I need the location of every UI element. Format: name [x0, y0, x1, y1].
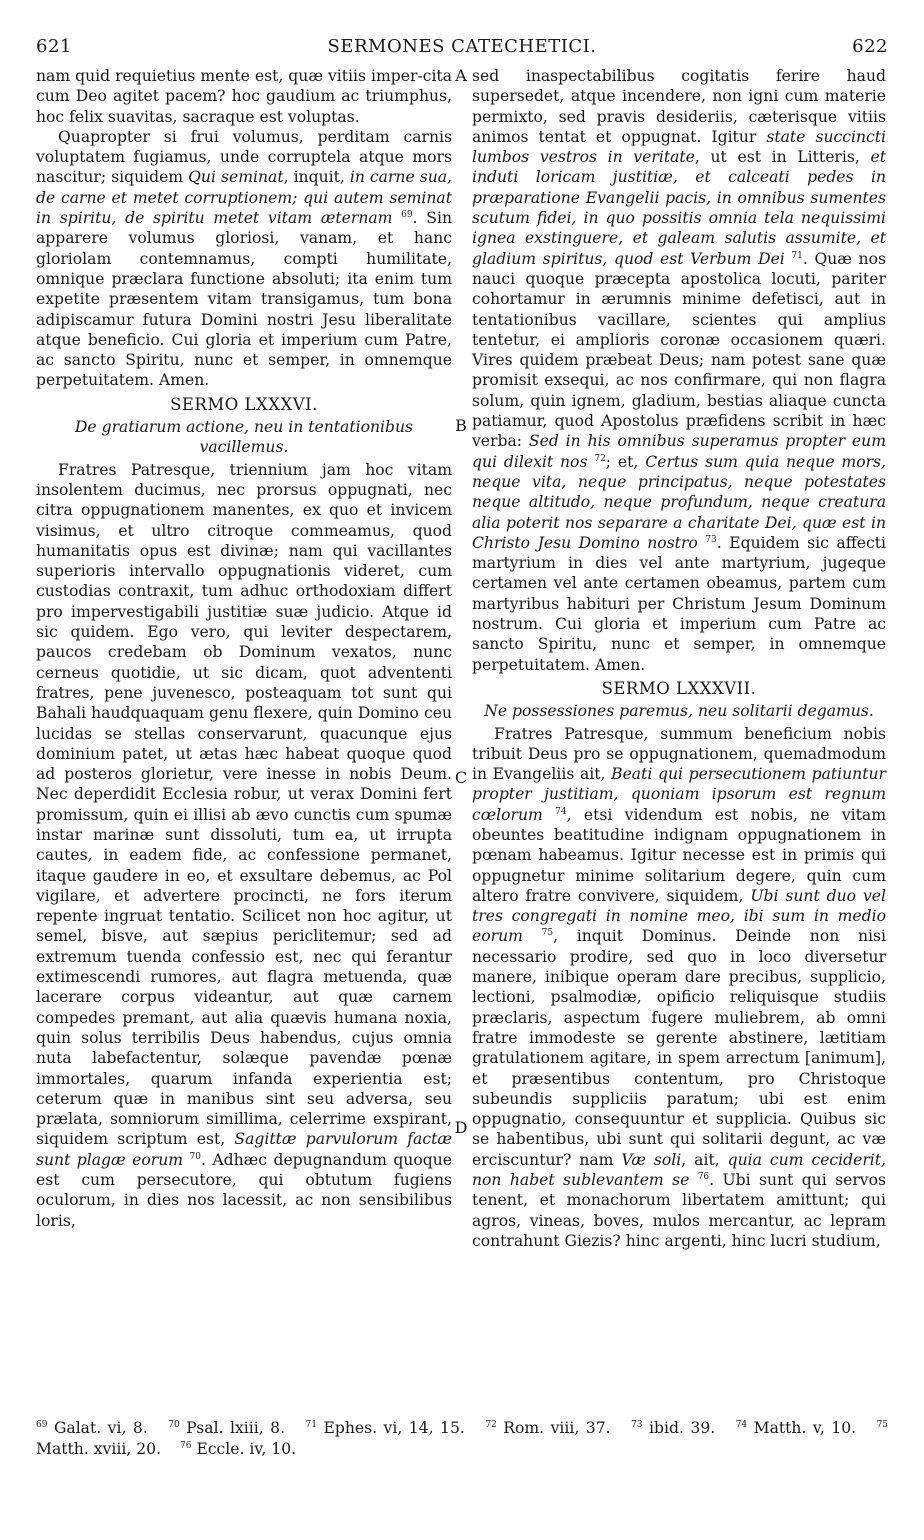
margin-marker-d: D: [454, 1118, 468, 1137]
paragraph: nam quid requietius mente est, quæ vitiis imper-cita cum Deo agitet pacem? hoc gaudium ac triumphus, hoc felix suavitas, sacraque est voluptas.: [36, 67, 452, 126]
footnote-ref: 75: [541, 928, 554, 939]
footnote: $^{73}$ ibid. 39.: [631, 1419, 716, 1437]
page-number-left: 621: [36, 36, 72, 57]
footnote-ref: 76: [697, 1172, 710, 1183]
footnote-ref: 74: [555, 806, 567, 817]
footnote: $^{76}$ Eccle. iv, 10.: [180, 1440, 297, 1458]
paragraph: sed inaspectabilibus cogitatis ferire haud supersedet, atque incendere, non igni cum materie permixto, sed pravis desideriis, cæterisque vitiis animos tentat et oppugnat. Igitur state succincti lumbos vestros in veritate, ut est in Litteris, et induti loricam justitiæ, et calceati pedes in præparatione Evangelii pacis, in omnibus sumentes scutum fidei, in quo possitis omnia tela nequissimi ignea exstinguere, et galeam salutis assumite, et gladium spiritus, quod est Verbum Dei $^{71}$. Quæ nos nauci quoque præcepta apostolica locuti, pariter cohortamur in ærumnis minime defetisci, aut in tentationibus vacillare, scientes qui amplius tentetur, ei amplioris coronæ occasionem quæri. Vires quidem præbeat Deus; nam potest sane quæ promisit exsequi, ac nos confirmare, qui non flagra solum, quin ignem, gladium, bestias aliaque cuncta patiamur, quod Apostolus præfidens scribit in hæc verba: Sed in his omnibus superamus propter eum qui dilexit nos $^{72}$; et, Certus sum quia neque mors, neque vita, neque principatus, neque potestates neque altitudo, neque profundum, neque creatura alia poterit nos separare a charitate Dei, quæ est in Christo Jesu Domino nostro $^{73}$. Equidem sic affecti martyrium in dies vel ante martyrium, jugeque certamen vel ante certamen obeamus, partem cum martyribus habituri per Christum Jesum Dominum nostrum. Cui gloria et imperium cum Patre ac sancto Spiritu, nunc et semper, in omnemque perpetuitatem. Amen.: [472, 67, 886, 674]
paragraph: Fratres Patresque, triennium jam hoc vitam insolentem ducimus, nec prorsus oppugnati, nec citra oppugnationem manentes, ex quo et invicem visimus, et ultro citroque commeamus, quod humanitatis opus est divinæ; nam qui vacillantes superioris intervallo oppugnationis videret, cum custodias contraxit, tum adhuc orthodoxiam differt pro impervestigabili justitiæ suæ judicio. Atque id sic quidem. Ego vero, qui leviter despectarem, paucos credebam ob Dominum vexatos, nunc cerneus quotidie, ut sic dicam, quot advententi fratres, pene juvenesco, posteaquam tot sunt qui Bahali haudquaquam genu flexere, quin Domino ceu lucidas se stellas conservarunt, quacunque ejus dominium patet, ut ætas hæc habeat quoque quod ad posteros glorietur, vere inesse in nobis Deum. Nec deperdidit Ecclesia robur, ut verax Domini fert promissum, quin ei illisi ab ævo cunctis cum spumæ instar marinæ sunt dissoluti, tum ea, ut irrupta cautes, in eadem fide, ac confessione permanet, itaque gaudere in eo, et exsultare debemus, ac Pol vigilare, et advertere procincti, ne fors iterum repente ingruat tentatio. Scilicet non hoc agitur, ut semel, bisve, aut sæpius periclitemur; sed ad extremum tuenda confessio est, nec qui ferantur extimescendi rumores, aut flagra metuenda, quæ lacerare corpus videantur, aut quæ carnem compedes premant, aut alia quævis humana noxia, quin solus terribilis Deus habendus, cujus omnia nuta labefactentur, solæque pavendæ pœnæ immortales, quarum infanda experientia est; ceterum quæ in manibus sint seu adversa, seu prælata, somniorum simillima, celerrime exspirant, siquidem scriptum est, Sagittæ parvulorum factæ sunt plagæ eorum $^{70}$. Adhæc depugnandum quoque est cum persecutore, qui obtutum fugiens oculorum, in dies nos lacessit, ac non sensibilibus loris,: [36, 460, 452, 1230]
footnote: $^{74}$ Matth. v, 10.: [735, 1419, 857, 1437]
margin-marker-b: B: [455, 416, 467, 435]
running-header: [36, 36, 888, 64]
footnote: $^{72}$ Rom. viii, 37.: [485, 1419, 611, 1437]
right-column: [472, 66, 886, 1251]
page-number-right: 622: [852, 36, 888, 57]
sermon-title: Ne possessiones paremus, neu solitarii degamus.: [484, 702, 874, 721]
running-title: SERMONES CATECHETICI.: [327, 36, 597, 57]
sermon-title: De gratiarum actione, neu in tentationibus vacillemus.: [74, 418, 414, 457]
sermon-heading: SERMO LXXXVII.: [601, 678, 757, 698]
left-column: [36, 66, 452, 1231]
footnote-ref: 69: [401, 210, 413, 221]
footnotes: [36, 1418, 888, 1460]
footnote: $^{75}$ Matth. xviii, 20.: [36, 1420, 889, 1458]
footnote: $^{70}$ Psal. lxiii, 8.: [168, 1419, 286, 1437]
footnote-ref: 71: [791, 250, 803, 261]
margin-marker-a: A: [455, 66, 467, 85]
footnote-ref: 72: [594, 453, 606, 464]
sermon-heading: SERMO LXXXVI.: [170, 394, 318, 414]
footnote-ref: 70: [189, 1151, 201, 1162]
margin-marker-c: C: [454, 768, 468, 787]
footnote: $^{71}$ Ephes. vi, 14, 15.: [305, 1419, 465, 1437]
paragraph: Quapropter si frui volumus, perditam carnis voluptatem fugiamus, unde corruptela atque mors nascitur; siquidem Qui seminat, inquit, in carne sua, de carne et metet corruptionem; qui autem seminat in spiritu, de spiritu metet vitam æternam $^{69}$. Sin apparere volumus gloriosi, vanam, et hanc gloriolam contemnamus, compti humilitate, omnique præclara functione absoluti; ita enim tum expetite præsentem vitam transigamus, tum bona adipiscamur futura Domini nostri Jesu liberalitate atque beneficio. Cui gloria et imperium cum Patre, ac sancto Spiritu, nunc et semper, in omnemque perpetuitatem. Amen.: [36, 127, 452, 390]
footnote-ref: 73: [705, 534, 717, 545]
paragraph: Fratres Patresque, summum beneficium nobis tribuit Deus pro se oppugnationem, quemadmodum in Evangeliis ait, Beati qui persecutionem patiuntur propter justitiam, quoniam ipsorum est regnum cœlorum $^{74}$, etsi videndum est nobis, ne vitam obeuntes beatitudine indignam oppugnationem in pœnam habeamus. Igitur necesse est in primis qui oppugnetur minime solitarium degere, quin cum altero fratre convivere, siquidem, Ubi sunt duo vel tres congregati in nomine meo, ibi sum in medio eorum $^{75}$, inquit Dominus. Deinde non nisi necessario prodire, sed quo in loco diversetur manere, inibique operam dare precibus, supplicio, lectioni, psalmodiæ, opificio reliquisque studiis præclaris, aspectum fugere muliebrem, ab omni fratre immodeste se gerente abstinere, lætitiam gratulationem agitare, in spem arrectum [animum], et præsentibus contentum, pro Christoque subeundis suppliciis paratum; ubi est enim oppugnatio, consequuntur et supplicia. Quibus sic se habentibus, ubi sunt qui solitarii degunt, ac væ erciscuntur? nam Væ soli, ait, quia cum ceciderit, non habet sublevantem se $^{76}$. Ubi sunt qui servos tenent, et monachorum libertatem amittunt; qui agros, vineas, boves, mulos mercantur, ac lepram contrahunt Giezis? hinc argenti, hinc lucri studium,: [472, 724, 887, 1250]
footnote: $^{69}$ Galat. vi, 8.: [36, 1419, 148, 1437]
